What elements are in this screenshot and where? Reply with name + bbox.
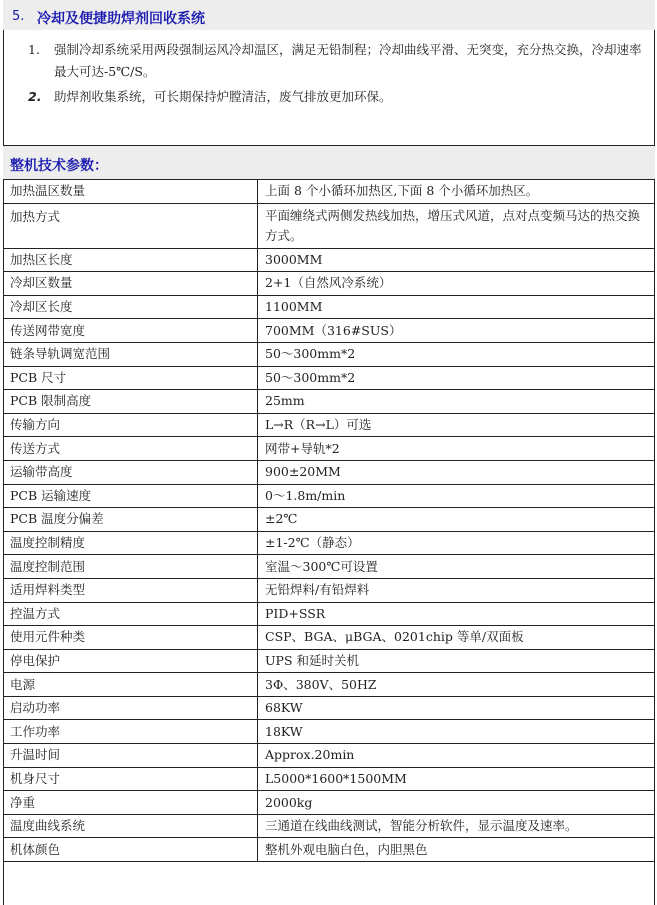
- table-row: [4, 720, 655, 744]
- table-row: [4, 460, 655, 484]
- table-row: [4, 626, 655, 650]
- table-row: [4, 508, 655, 532]
- spec-value: ±2℃: [258, 508, 655, 532]
- spec-label: 机身尺寸: [4, 767, 258, 791]
- spec-label: 温度曲线系统: [4, 814, 258, 838]
- spec-label: 机体颜色: [4, 838, 258, 862]
- spec-value: 700MM（316#SUS）: [258, 319, 655, 343]
- table-row: [4, 555, 655, 579]
- table-row: [4, 673, 655, 697]
- spec-label: 温度控制精度: [4, 531, 258, 555]
- list-item: [28, 86, 650, 108]
- table-row: [4, 649, 655, 673]
- spec-value: 室温～300℃可设置: [258, 555, 655, 579]
- spec-value: 整机外观电脑白色，内胆黑色: [258, 838, 655, 862]
- list-marker: 1.: [28, 42, 40, 57]
- table-row: [4, 791, 655, 815]
- list-item: [28, 39, 650, 83]
- table-row: [4, 413, 655, 437]
- spec-value: 50～300mm*2: [258, 342, 655, 366]
- specs-table: [3, 179, 655, 862]
- spec-value: 2000kg: [258, 791, 655, 815]
- spec-label: 净重: [4, 791, 258, 815]
- spec-label: 电源: [4, 673, 258, 697]
- spec-label: 升温时间: [4, 744, 258, 768]
- specs-header: [3, 146, 655, 179]
- spec-value: 25mm: [258, 390, 655, 414]
- table-row: [4, 180, 655, 204]
- list-marker: 2.: [28, 89, 42, 104]
- spec-value: L→R（R→L）可选: [258, 413, 655, 437]
- table-row: [4, 342, 655, 366]
- table-row: [4, 744, 655, 768]
- spec-label: 使用元件种类: [4, 626, 258, 650]
- spec-value: 0～1.8m/min: [258, 484, 655, 508]
- spec-value: PID+SSR: [258, 602, 655, 626]
- table-row: [4, 437, 655, 461]
- table-row: [4, 578, 655, 602]
- table-row: [4, 696, 655, 720]
- spec-label: 链条导轨调宽范围: [4, 342, 258, 366]
- spec-label: 加热温区数量: [4, 180, 258, 204]
- table-row: [4, 366, 655, 390]
- spec-value: 68KW: [258, 696, 655, 720]
- spec-label: 启动功率: [4, 696, 258, 720]
- spec-label: 传送网带宽度: [4, 319, 258, 343]
- spec-value: CSP、BGA、μBGA、0201chip 等单/双面板: [258, 626, 655, 650]
- table-row: [4, 272, 655, 296]
- spec-label: 控温方式: [4, 602, 258, 626]
- spec-label: 冷却区长度: [4, 295, 258, 319]
- list-item-text: 强制冷却系统采用两段强制运风冷却温区，满足无铅制程；冷却曲线平滑、无突变，充分热交换，冷却速率最大可达-5℃/S。: [54, 42, 642, 79]
- spec-value: 1100MM: [258, 295, 655, 319]
- spec-label: 运输带高度: [4, 460, 258, 484]
- table-row: [4, 248, 655, 272]
- table-row: [4, 814, 655, 838]
- spec-label: 停电保护: [4, 649, 258, 673]
- table-row: [4, 390, 655, 414]
- spec-label: 传送方式: [4, 437, 258, 461]
- specs-title: 整机技术参数：: [10, 158, 108, 174]
- spec-value: 三通道在线曲线测试，智能分析软件，显示温度及速率。: [258, 814, 655, 838]
- table-row: [4, 484, 655, 508]
- spec-label: PCB 尺寸: [4, 366, 258, 390]
- table-row: [4, 531, 655, 555]
- spec-label: PCB 限制高度: [4, 390, 258, 414]
- spec-label: 适用焊料类型: [4, 578, 258, 602]
- spec-value: UPS 和延时关机: [258, 649, 655, 673]
- table-row: [4, 602, 655, 626]
- table-row: [4, 203, 655, 248]
- table-row: [4, 838, 655, 862]
- list-item-text: 助焊剂收集系统，可长期保持炉膛清洁，废气排放更加环保。: [54, 89, 392, 104]
- spec-value: 网带+导轨*2: [258, 437, 655, 461]
- section-5-header: [3, 0, 655, 30]
- section-title: 冷却及便捷助焊剂回收系统: [37, 11, 205, 27]
- spec-value: 无铅焊料/有铅焊料: [258, 578, 655, 602]
- spec-label: 工作功率: [4, 720, 258, 744]
- spec-label: 温度控制范围: [4, 555, 258, 579]
- spec-label: 加热方式: [4, 203, 258, 248]
- spec-value: 50～300mm*2: [258, 366, 655, 390]
- spec-value: 900±20MM: [258, 460, 655, 484]
- spec-label: 加热区长度: [4, 248, 258, 272]
- spec-label: 冷却区数量: [4, 272, 258, 296]
- spec-label: PCB 温度分偏差: [4, 508, 258, 532]
- spec-value: L5000*1600*1500MM: [258, 767, 655, 791]
- table-row: [4, 295, 655, 319]
- spec-value: 18KW: [258, 720, 655, 744]
- spec-value: 上面 8 个小循环加热区,下面 8 个小循环加热区。: [258, 180, 655, 204]
- spec-value: 2+1（自然风冷系统）: [258, 272, 655, 296]
- table-row: [4, 319, 655, 343]
- spec-label: PCB 运输速度: [4, 484, 258, 508]
- table-row: [4, 767, 655, 791]
- spec-value: 3000MM: [258, 248, 655, 272]
- spec-value: Approx.20min: [258, 744, 655, 768]
- spec-value: 3Φ、380V、50HZ: [258, 673, 655, 697]
- spec-value: ±1-2℃（静态）: [258, 531, 655, 555]
- spec-value: 平面缠绕式两侧发热线加热，增压式风道，点对点变频马达的热交换方式。: [258, 203, 655, 248]
- spec-label: 传输方向: [4, 413, 258, 437]
- section-number: 5.: [12, 9, 25, 24]
